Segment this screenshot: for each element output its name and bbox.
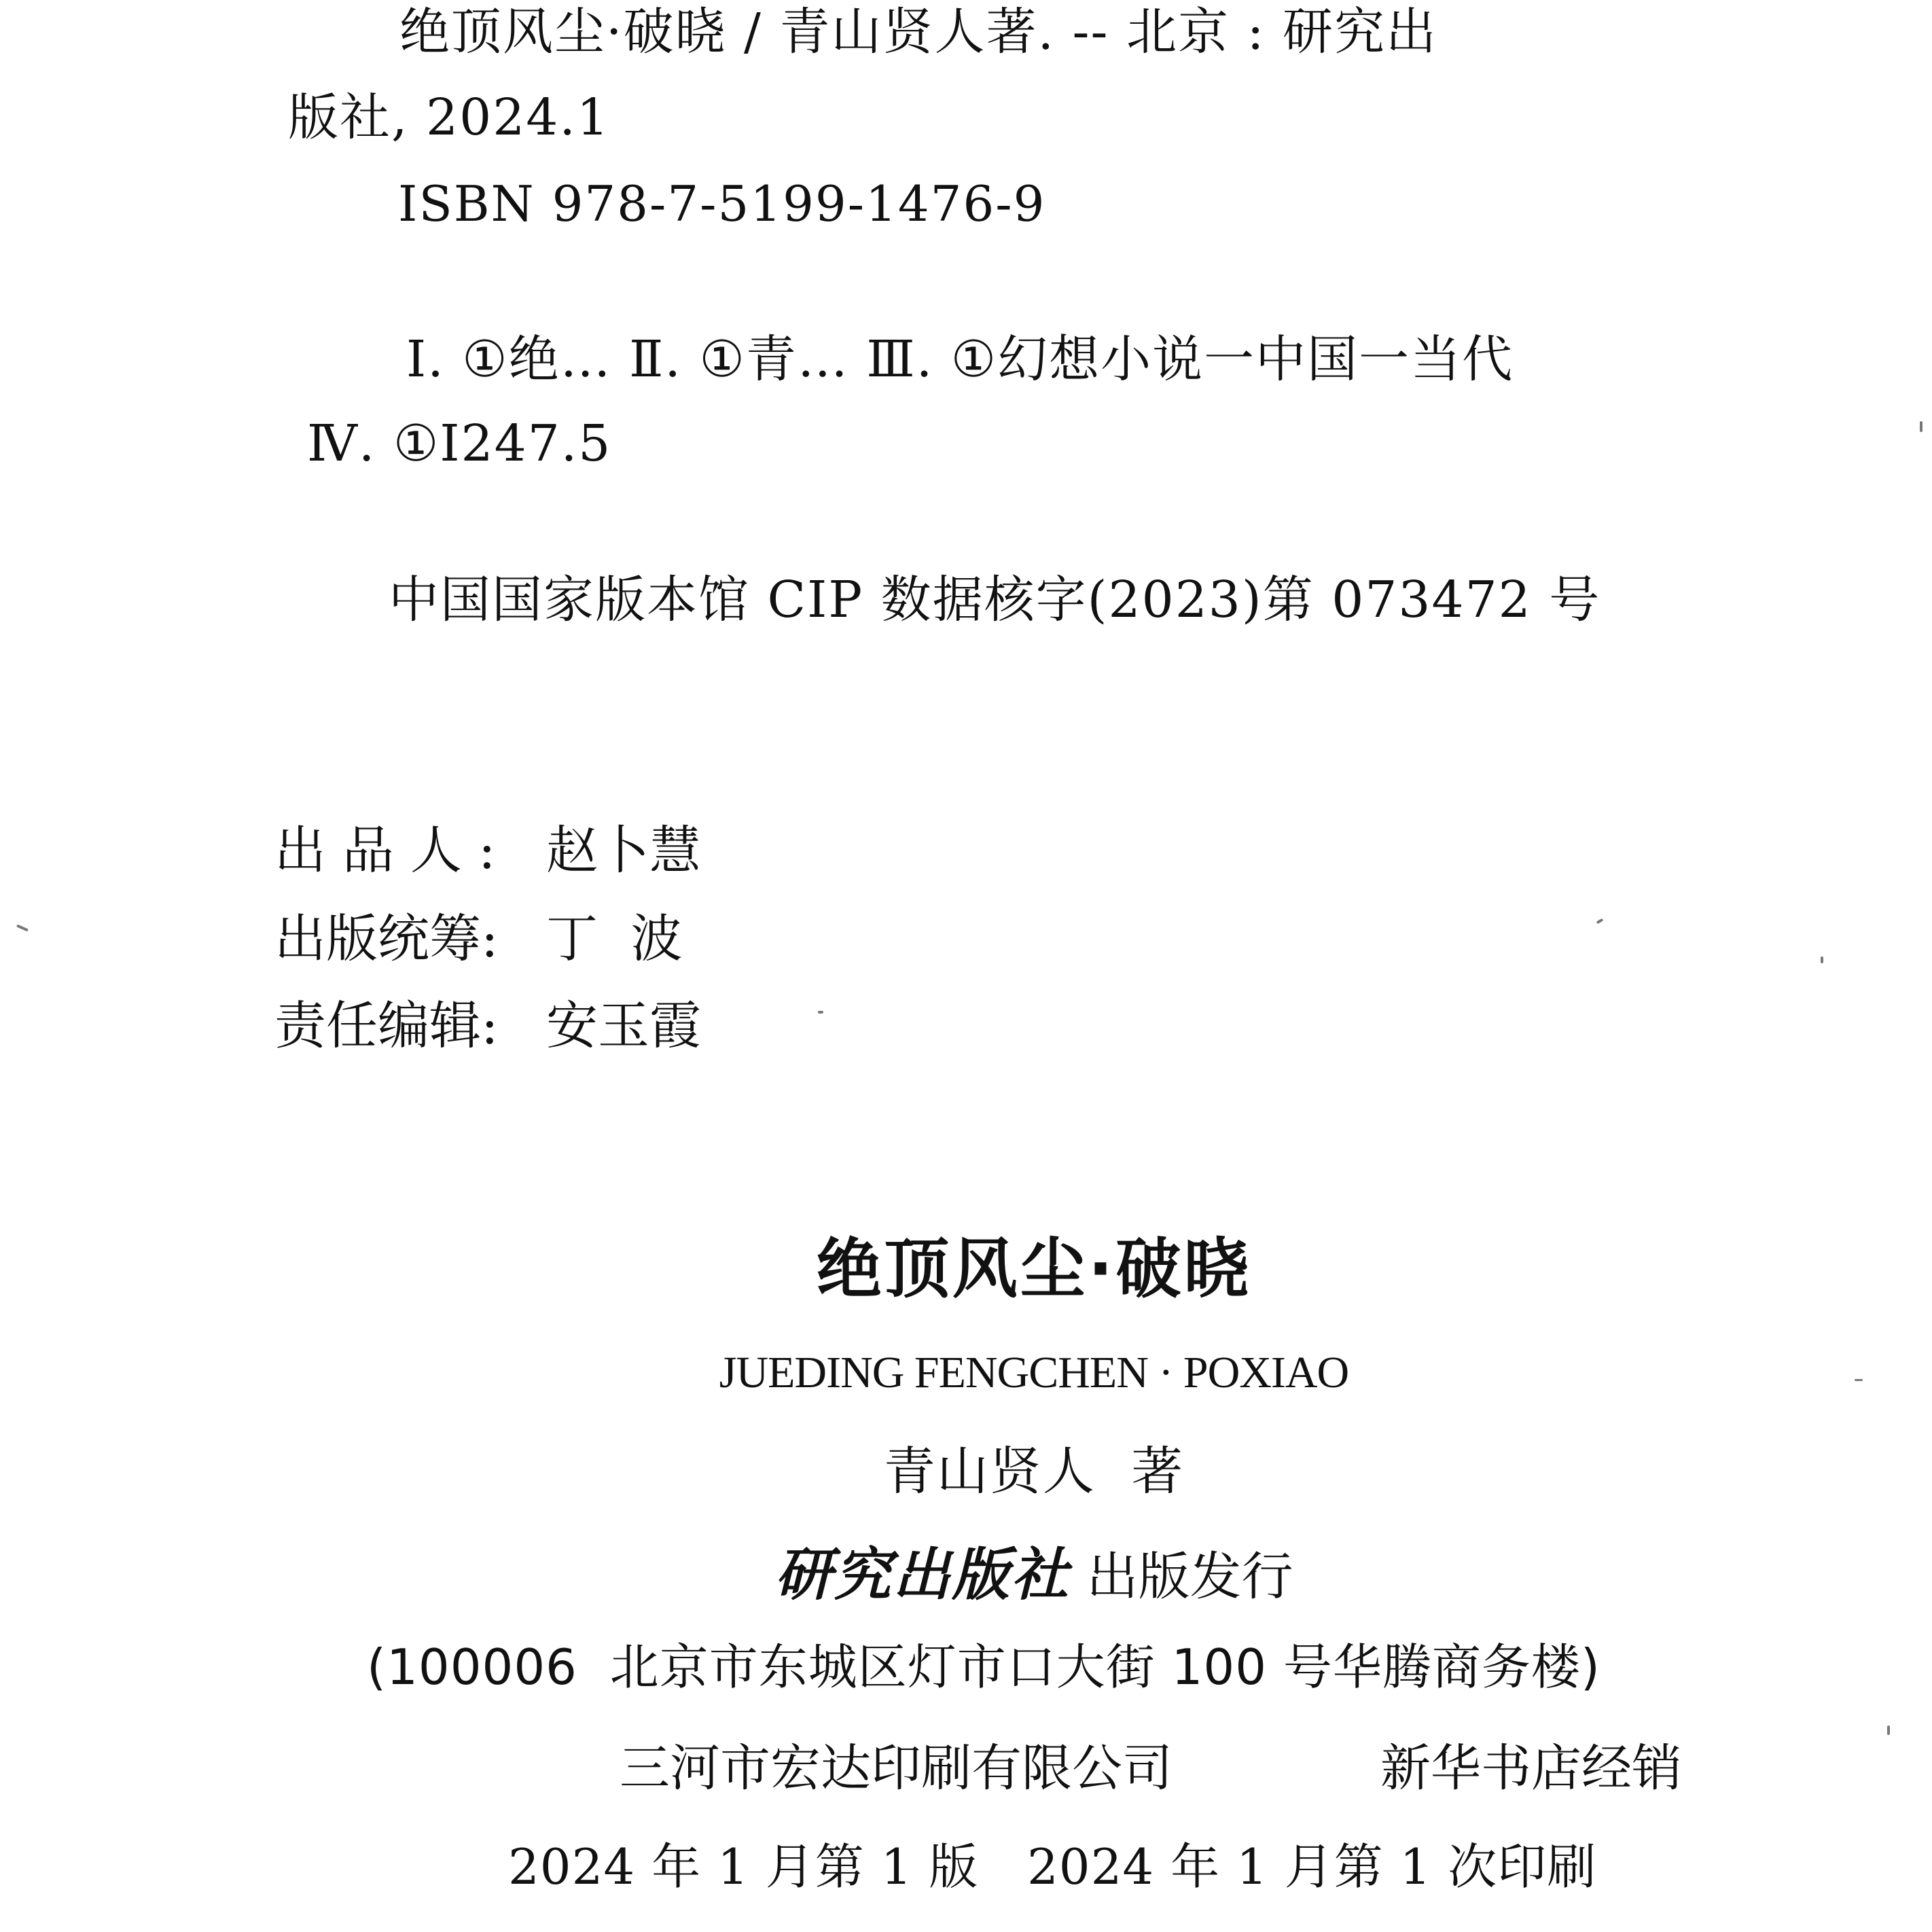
distributor-name: 新华书店经销 [1380,1739,1682,1797]
staff-coordinator-label: 出版统筹: [274,908,499,969]
pinyin-title: JUEDING FENGCHEN · POXIAO [719,1348,1349,1397]
paper-speck [1821,956,1823,963]
cip-publisher-date-line: 版社, 2024.1 [288,88,610,147]
paper-speck [818,1011,823,1014]
cip-title-line: 绝顶风尘·破晓 / 青山贤人著. -- 北京 : 研究出 [399,3,1438,61]
classification-line-1: Ⅰ. ①绝… Ⅱ. ①青… Ⅲ. ①幻想小说一中国一当代 [406,330,1514,389]
book-title: 绝顶风尘·破晓 [816,1231,1252,1307]
staff-producer-row [274,820,701,886]
paper-speck [1855,1379,1863,1381]
printer-name: 三河市宏达印刷有限公司 [620,1739,1173,1797]
paper-speck [16,925,29,932]
staff-producer-value: 赵卜慧 [546,820,701,880]
publisher-line [68,1541,1932,1608]
edition-line: 2024 年 1 月第 1 版 2024 年 1 月第 1 次印刷 [508,1838,1597,1895]
paper-speck [1887,1725,1890,1735]
staff-editor-label: 责任编辑: [274,995,499,1056]
staff-producer-label: 出品人: [274,820,512,880]
author-line: 青山贤人 著 [883,1441,1185,1501]
staff-editor-value: 安玉霞 [546,995,701,1056]
publisher-address: (100006 北京市东城区灯市口大街 100 号华腾商务楼) [367,1639,1601,1696]
publisher-logo: 研究出版社 [774,1541,1071,1608]
publisher-action: 出版发行 [1086,1546,1293,1607]
paper-speck [1920,421,1922,432]
staff-editor-row [274,995,701,1061]
paper-speck [1596,918,1604,924]
classification-line-2: Ⅳ. ①I247.5 [307,414,612,473]
staff-coordinator-row [274,908,683,974]
staff-coordinator-value: 丁 波 [546,908,683,969]
cip-number-line: 中国国家版本馆 CIP 数据核字(2023)第 073472 号 [389,571,1601,629]
isbn-line: ISBN 978-7-5199-1476-9 [398,175,1046,232]
